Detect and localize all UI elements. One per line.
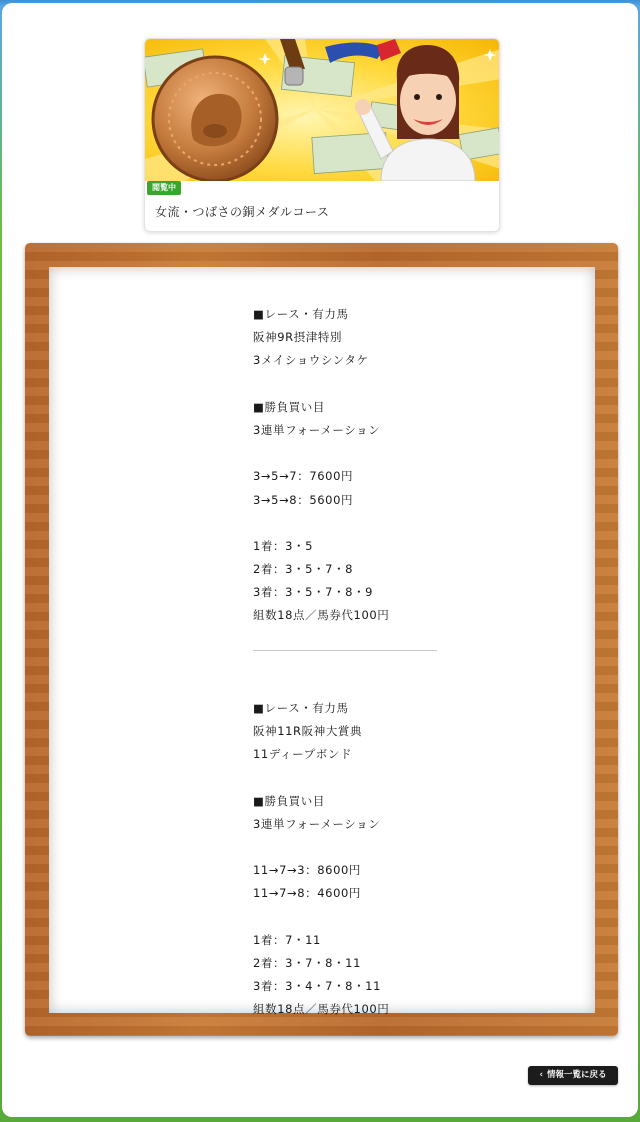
bet-type: 3連単フォーメーション bbox=[253, 816, 381, 831]
bet-header: ■勝負買い目 bbox=[253, 793, 325, 808]
back-to-list-button[interactable] bbox=[528, 1066, 618, 1085]
course-card[interactable] bbox=[144, 38, 500, 232]
bet-header: ■勝負買い目 bbox=[253, 399, 325, 414]
section-divider bbox=[253, 628, 573, 674]
pick-block-2 bbox=[253, 697, 573, 1022]
bet-summary: 組数18点／馬券代100円 bbox=[253, 1002, 390, 1017]
bet-type: 3連単フォーメーション bbox=[253, 422, 381, 437]
bet-summary: 組数18点／馬券代100円 bbox=[253, 608, 390, 623]
wood-board-frame bbox=[25, 243, 618, 1036]
picks-paper bbox=[49, 267, 595, 1017]
placing-line: 2着：3・7・8・11 bbox=[253, 955, 361, 970]
placing-line: 1着：3・5 bbox=[253, 538, 314, 553]
race-header: ■レース・有力馬 bbox=[253, 307, 349, 321]
race-name: 阪神11R阪神大賞典 bbox=[253, 724, 363, 738]
pick-block-1 bbox=[253, 303, 573, 628]
combo-line: 11→7→8：4600円 bbox=[253, 886, 362, 901]
viewing-badge: 閲覧中 bbox=[147, 181, 181, 195]
combo-line: 11→7→3：8600円 bbox=[253, 863, 362, 878]
race-name: 阪神9R摂津特別 bbox=[253, 330, 343, 345]
placing-line: 1着：7・11 bbox=[253, 932, 321, 947]
combo-line: 3→5→7：7600円 bbox=[253, 469, 354, 484]
horse-name: 3メイショウシンタケ bbox=[253, 353, 369, 368]
course-title: 女流・つばさの銅メダルコース bbox=[155, 205, 330, 219]
race-header: ■レース・有力馬 bbox=[253, 700, 349, 715]
placing-line: 3着：3・5・7・8・9 bbox=[253, 585, 374, 600]
back-button-label: 情報一覧に戻る bbox=[547, 1070, 607, 1080]
chevron-left-icon: ‹ bbox=[539, 1070, 543, 1080]
combo-line: 3→5→8：5600円 bbox=[253, 492, 354, 507]
placing-line: 2着：3・5・7・8 bbox=[253, 562, 354, 577]
page-container bbox=[2, 3, 638, 1117]
placing-line: 3着：3・4・7・8・11 bbox=[253, 979, 382, 994]
horse-name: 11ディープボンド bbox=[253, 747, 353, 762]
picks-content bbox=[253, 303, 573, 1021]
course-banner-image bbox=[145, 39, 500, 181]
